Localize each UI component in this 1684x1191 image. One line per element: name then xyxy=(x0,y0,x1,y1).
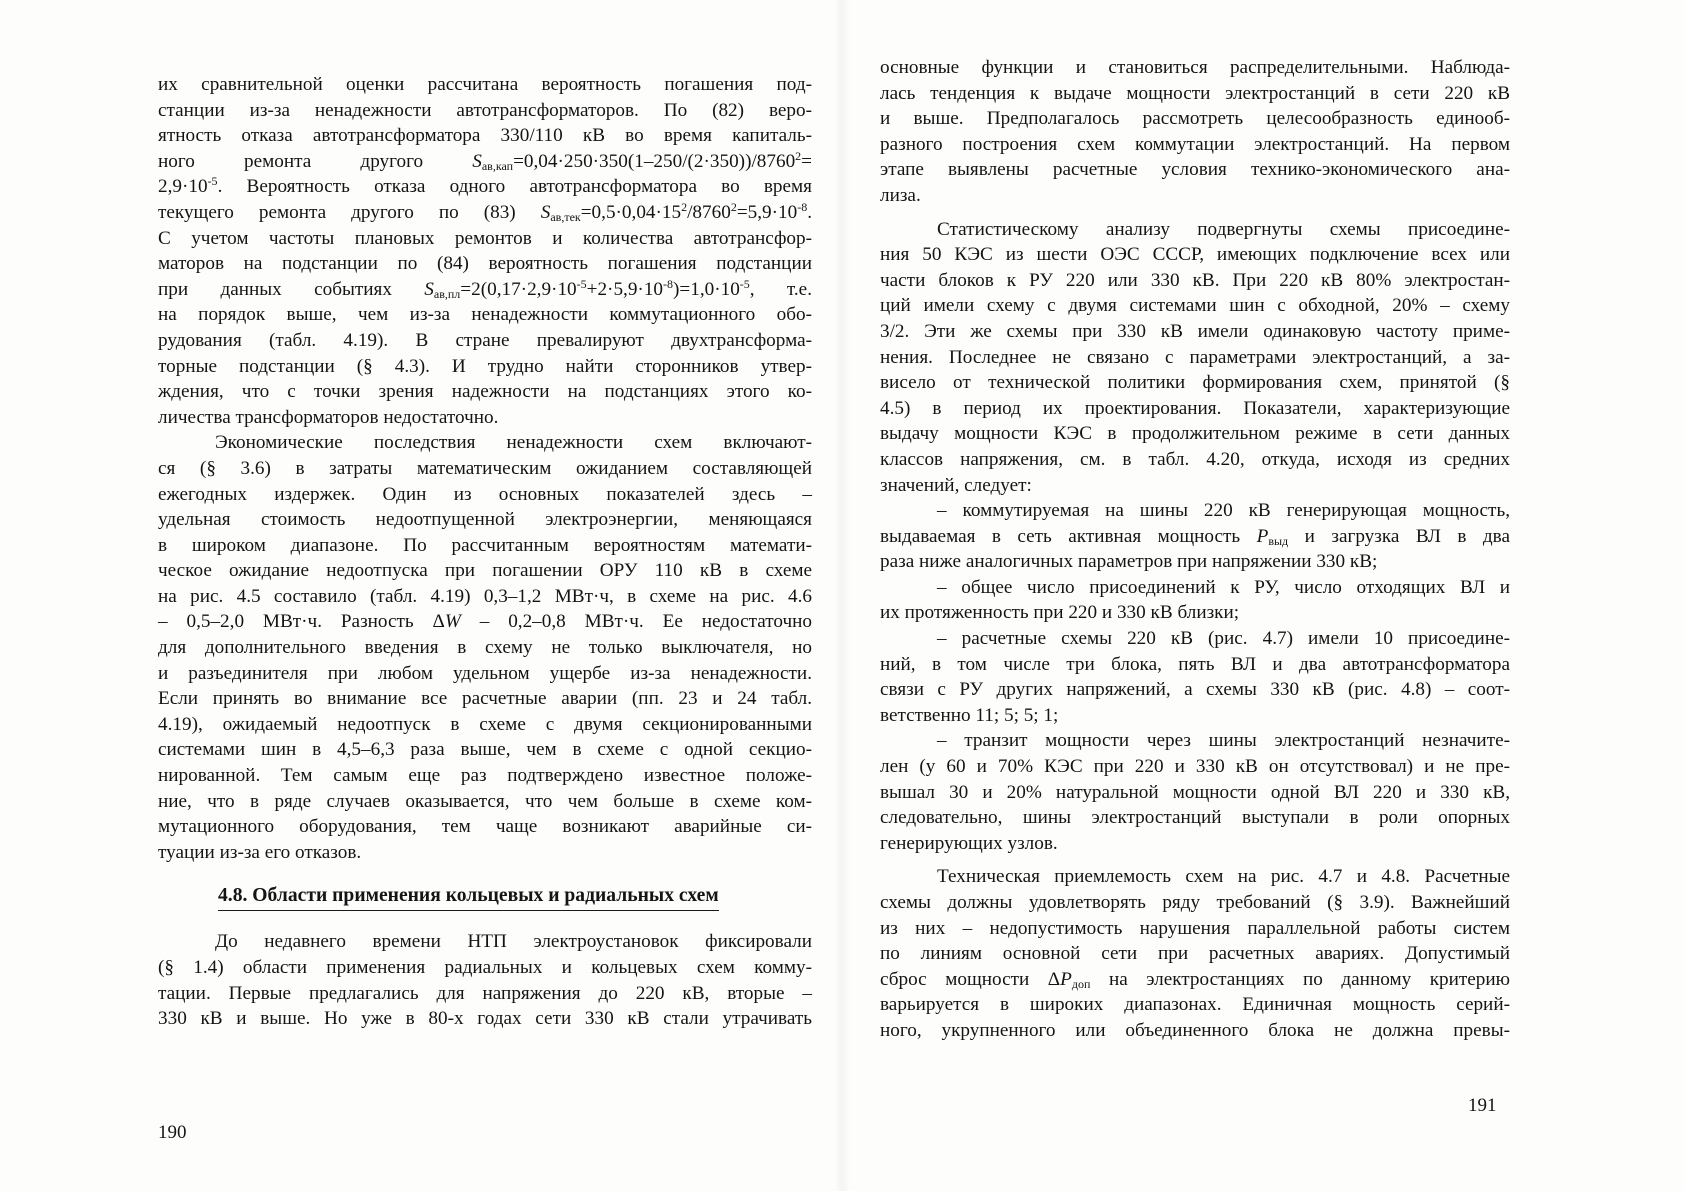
text-line: схемы должны удовлетворять ряду требований (§ 3.9). Важнейший xyxy=(880,892,1510,913)
text-line: 330 кВ и выше. Но уже в 80-х годах сети 330 кВ стали утрачивать xyxy=(158,1008,812,1030)
text-line: личества трансформаторов недостаточно. xyxy=(158,406,499,428)
text-line: Статистическому анализу подвергнуты схемы присоедине- xyxy=(937,218,1510,240)
text-line: тации. Первые предлагались для напряжения до 220 кВ, вторые – xyxy=(158,982,812,1004)
text-line: Если принять во внимание все расчетные аварии (пп. 23 и 24 табл. xyxy=(158,688,812,710)
text-line: станции из-за ненадежности автотрансформаторов. По (82) веро- xyxy=(158,99,812,121)
text-line: нения. Последнее не связано с параметрами электростанций, а за- xyxy=(880,346,1510,368)
section-heading-wrap xyxy=(158,877,812,929)
right-page xyxy=(842,0,1684,1191)
text-line: варьируется в широких диапазонах. Единичная мощность серий- xyxy=(880,994,1510,1016)
page-number-right: 191 xyxy=(1468,1095,1497,1116)
text-line: ций имели схему с двумя системами шин с обходной, 20% – схему xyxy=(880,295,1510,317)
text-line: раза ниже аналогичных параметров при напряжении 330 кВ; xyxy=(880,551,1378,573)
text-line: на рис. 4.5 составило (табл. 4.19) 0,3–1,2 МВт·ч, в схеме на рис. 4.6 xyxy=(158,585,812,607)
text-line: системами шин в 4,5–6,3 раза выше, чем в схеме с одной секцио- xyxy=(158,739,812,761)
text-line: выдачу мощности КЭС в продолжительном режиме в сети данных xyxy=(880,423,1510,445)
text-line: и выше. Предполагалось рассмотреть целесообразность единооб- xyxy=(880,108,1510,130)
text-line: 3/2. Эти же схемы при 330 кВ имели одинаковую частоту приме- xyxy=(880,320,1510,342)
text-line: для дополнительного введения в схему не только выключателя, но xyxy=(158,637,812,659)
text-line: выдаваемая в сеть активная мощность $P_{выд}$ и загрузка ВЛ в два xyxy=(880,525,1510,548)
text-line: – общее число присоединений к РУ, число отходящих ВЛ и xyxy=(937,576,1510,598)
text-line: их сравнительной оценки рассчитана вероятность погашения под- xyxy=(158,74,812,95)
text-line: значений, следует: xyxy=(880,474,1032,496)
text-line: при данных событиях $S_{ав,пл}=2(0,17\cdot 2,9\cdot 10^{-5}+2\cdot 5,9\cdot 10^{-8})=1,0\cdot 10^{-5}$, т.е. xyxy=(158,276,812,301)
text-line: ежегодных издержек. Один из основных показателей здесь – xyxy=(158,483,812,505)
text-line: из них – недопустимость нарушения параллельной работы систем xyxy=(880,917,1510,939)
text-line: ветственно 11; 5; 5; 1; xyxy=(880,704,1059,726)
text-line: ние, что в ряде случаев оказывается, что чем больше в схеме ком- xyxy=(158,790,812,812)
right-page-text xyxy=(880,55,1510,1044)
text-line: (§ 1.4) области применения радиальных и кольцевых схем комму- xyxy=(158,957,812,978)
text-line: мутационного оборудования, тем чаще возникают аварийные си- xyxy=(158,816,812,838)
text-line: 4.5) в период их проектирования. Показатели, характеризующие xyxy=(880,397,1510,419)
left-page-text xyxy=(158,72,812,1032)
text-line: ного ремонта другого $S_{ав,кап}=0,04\cdot 250\cdot 350(1-250/(2\cdot 350))/8760^2=$ xyxy=(158,148,812,173)
text-line: лась тенденция к выдаче мощности электростанций в сети 220 кВ xyxy=(880,82,1510,104)
text-line: $2,9\cdot 10^{-5}$. Вероятность отказа одного автотрансформатора во время xyxy=(158,174,812,198)
text-line: рудования (табл. 4.19). В стране превалируют двухтрансформа- xyxy=(158,329,812,351)
text-line: висело от технической политики формирования схем, принятой (§ xyxy=(880,372,1510,394)
text-line: в широком диапазоне. По рассчитанным вероятностям математи- xyxy=(158,534,812,556)
text-line: – 0,5–2,0 МВт·ч. Разность ΔW – 0,2–0,8 МВт·ч. Ее недостаточно xyxy=(158,611,812,633)
text-line: текущего ремонта другого по (83) $S_{ав,тек}=0,5\cdot 0,04\cdot 15^2/8760^2=5,9\cdot 10^{-8}$. xyxy=(158,199,812,224)
text-line: ятность отказа автотрансформатора 330/110 кВ во время капиталь- xyxy=(158,125,812,147)
text-line: ния 50 КЭС из шести ОЭС СССР, имеющих подключение всех или xyxy=(880,244,1510,266)
text-line: генерирующих узлов. xyxy=(880,832,1058,854)
text-line: этапе выявлены расчетные условия технико-экономического ана- xyxy=(880,159,1510,181)
text-line: и разъединителя при любом удельном ущербе из-за ненадежности. xyxy=(158,662,812,684)
text-line: ждения, что с точки зрения надежности на подстанциях этого ко- xyxy=(158,381,812,403)
text-line: лиза. xyxy=(880,184,921,206)
text-line: маторов на подстанции по (84) вероятность погашения подстанции xyxy=(158,253,812,275)
text-line: по линиям основной сети при расчетных авариях. Допустимый xyxy=(880,943,1510,965)
section-heading: 4.8. Области применения кольцевых и радиальных схем xyxy=(218,883,719,911)
text-line: ного, укрупненного или объединенного блока не должна превы- xyxy=(880,1019,1510,1041)
text-line: С учетом частоты плановых ремонтов и количества автотрансфор- xyxy=(158,227,812,249)
text-line: основные функции и становиться распределительными. Наблюда- xyxy=(880,57,1510,78)
text-line: следовательно, шины электростанций выступали в роли опорных xyxy=(880,807,1510,829)
text-line: части блоков к РУ 220 или 330 кВ. При 220 кВ 80% электростан- xyxy=(880,269,1510,291)
text-line: Техническая приемлемость схем на рис. 4.7 и 4.8. Расчетные xyxy=(937,866,1510,888)
text-line: связи с РУ других напряжений, а схемы 330 кВ (рис. 4.8) – соот- xyxy=(880,679,1510,701)
text-line: нированной. Тем самым еще раз подтверждено известное положе- xyxy=(158,765,812,787)
text-line: ний, в том числе три блока, пять ВЛ и два автотрансформатора xyxy=(880,653,1510,675)
text-line: разного построения схем коммутации электростанций. На первом xyxy=(880,133,1510,155)
text-line: – транзит мощности через шины электростанций незначите- xyxy=(937,730,1510,752)
text-line: сброс мощности $\Delta P_{доп}$ на электростанциях по данному критерию xyxy=(880,968,1511,991)
text-line: на порядок выше, чем из-за ненадежности коммутационного обо- xyxy=(158,304,812,326)
text-line: – коммутируемая на шины 220 кВ генерирующая мощность, xyxy=(937,500,1510,522)
text-line: лен (у 60 и 70% КЭС при 220 и 330 кВ он отсутствовал) и не пре- xyxy=(880,756,1510,778)
text-line: их протяженность при 220 и 330 кВ близки; xyxy=(880,602,1240,624)
text-line: торные подстанции (§ 4.3). И трудно найти сторонников утвер- xyxy=(158,355,812,377)
text-line: 4.19), ожидаемый недоотпуск в схеме с двумя секционированными xyxy=(158,713,812,735)
text-line: Экономические последствия ненадежности схем включают- xyxy=(215,432,812,454)
text-line: удельная стоимость недоотпущенной электроэнергии, меняющаяся xyxy=(158,509,812,531)
text-line: вышал 30 и 20% натуральной мощности одной ВЛ 220 и 330 кВ, xyxy=(880,781,1510,803)
text-line: ческое ожидание недоотпуска при погашении ОРУ 110 кВ в схеме xyxy=(158,560,812,582)
text-line: – расчетные схемы 220 кВ (рис. 4.7) имели 10 присоедине- xyxy=(937,628,1510,650)
text-line: До недавнего времени НТП электроустановок фиксировали xyxy=(215,931,812,953)
text-line: классов напряжения, см. в табл. 4.20, откуда, исходя из средних xyxy=(880,448,1510,470)
text-line: ся (§ 3.6) в затраты математическим ожиданием составляющей xyxy=(158,457,812,479)
page-number-left: 190 xyxy=(158,1122,187,1143)
text-line: туации из-за его отказов. xyxy=(158,841,362,863)
